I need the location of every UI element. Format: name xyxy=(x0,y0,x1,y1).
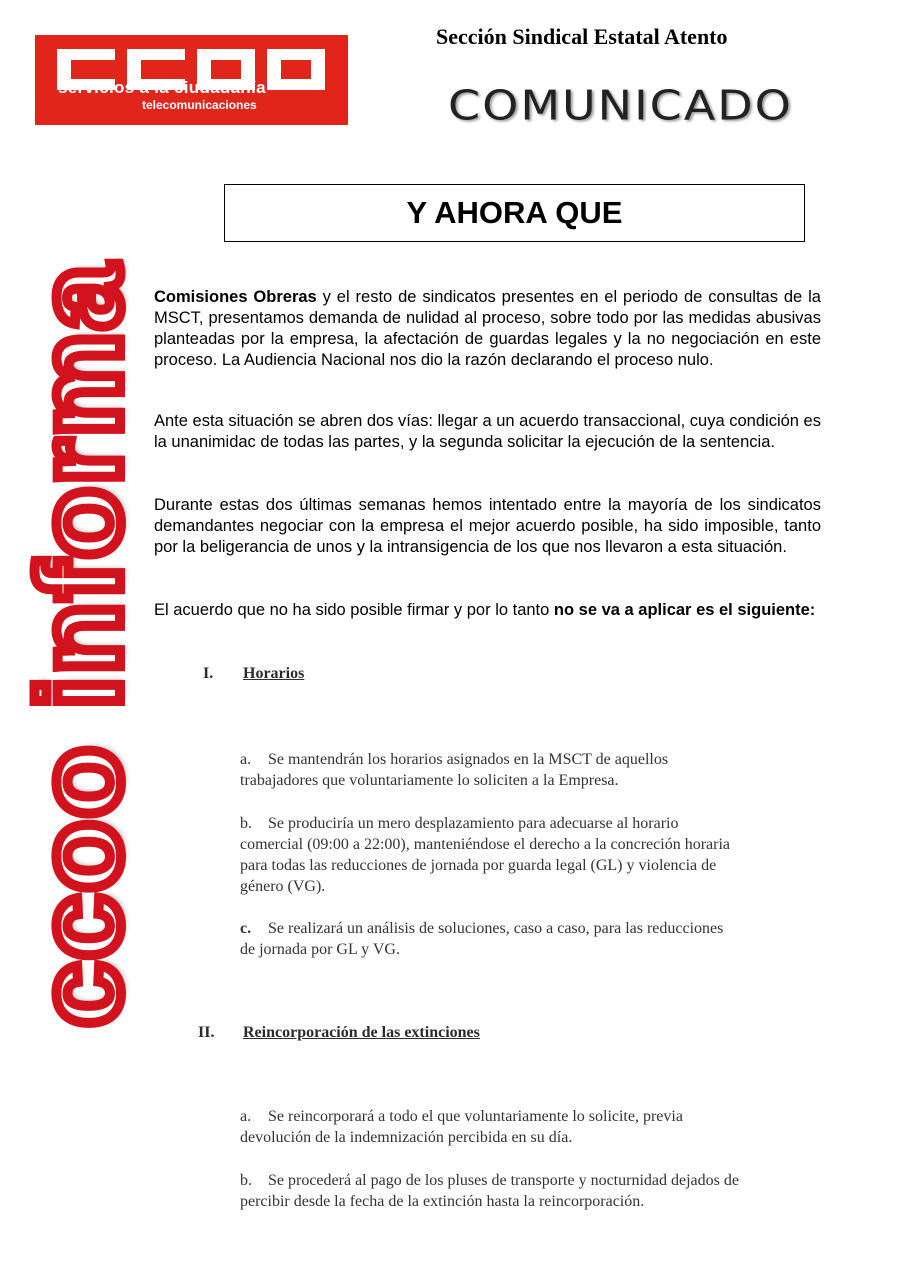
section-title: Sección Sindical Estatal Atento xyxy=(436,24,728,49)
section-number: I. xyxy=(203,665,214,682)
logo-subtitle-2: telecomunicaciones xyxy=(142,98,257,112)
item-letter: a. xyxy=(240,1108,252,1125)
list-item xyxy=(240,918,740,960)
section-heading-reincorporacion xyxy=(198,1024,480,1042)
paragraph-1-text: y el resto de sindicatos presentes en el periodo de consultas de la MSCT, presentamos demanda de nulidad al proceso, sobre todo por las medidas abusivas planteadas por la empresa, la afectación de guardas legales y la no negociación en este proceso. La Audiencia Nacional nos dio la razón declarando el proceso nulo. xyxy=(154,288,821,369)
list-item xyxy=(240,1170,740,1212)
logo-subtitle: servicios a la ciudadanía xyxy=(58,78,266,97)
item-text: Se produciría un mero desplazamiento para adecuarse al horario comercial (09:00 a 22:00), manteniéndose el derecho a la concreción horaria para todas las reducciones de jornada por guarda legal (GL) y violencia de género (VG). xyxy=(240,815,730,895)
paragraph-1-bold: Comisiones Obreras xyxy=(154,288,317,306)
paragraph-3: Durante estas dos últimas semanas hemos intentado entre la mayoría de los sindicatos demandantes negociar con la empresa el mejor acuerdo posible, ha sido imposible, tanto por la beligerancia de unos y la intransigencia de los que nos llevaron a esta situación. xyxy=(154,496,821,556)
section-label: Horarios xyxy=(243,665,305,682)
item-text: Se realizará un análisis de soluciones, caso a caso, para las reducciones de jornada por GL y VG. xyxy=(240,920,724,958)
page-title: Y AHORA QUE xyxy=(406,195,623,230)
item-letter: b. xyxy=(240,815,252,832)
item-letter: c. xyxy=(240,920,252,937)
section-heading-horarios xyxy=(203,665,304,683)
title-box xyxy=(224,184,805,242)
list-item xyxy=(240,1106,740,1148)
vertical-brand xyxy=(14,150,146,1140)
paragraph-4-text: El acuerdo que no ha sido posible firmar y por lo tanto xyxy=(154,601,554,619)
item-text: Se mantendrán los horarios asignados en la MSCT de aquellos trabajadores que voluntariamente lo soliciten a la Empresa. xyxy=(240,751,669,789)
paragraph-1 xyxy=(154,287,821,371)
item-letter: b. xyxy=(240,1172,252,1189)
paragraph-4-bold: no se va a aplicar es el siguiente: xyxy=(553,601,816,619)
vertical-brand-text: ccoo informa xyxy=(14,262,146,1028)
paragraph-2: Ante esta situación se abren dos vías: llegar a un acuerdo transaccional, cuya condición es la unanimidac de todas las partes, y la segunda solicitar la ejecución de la sentencia. xyxy=(154,412,821,451)
item-letter: a. xyxy=(240,751,252,768)
paragraph-4 xyxy=(154,600,821,621)
list-item xyxy=(240,749,740,791)
comunicado-heading: COMUNICADO xyxy=(448,80,793,130)
section-number: II. xyxy=(198,1024,215,1041)
list-item xyxy=(240,813,740,897)
item-text: Se procederá al pago de los pluses de transporte y nocturnidad dejados de percibir desde la fecha de la extinción hasta la reincorporación. xyxy=(240,1172,739,1210)
section-label: Reincorporación de las extinciones xyxy=(243,1024,480,1041)
item-text: Se reincorporará a todo el que voluntariamente lo solicite, previa devolución de la indemnización percibida en su día. xyxy=(240,1108,683,1146)
